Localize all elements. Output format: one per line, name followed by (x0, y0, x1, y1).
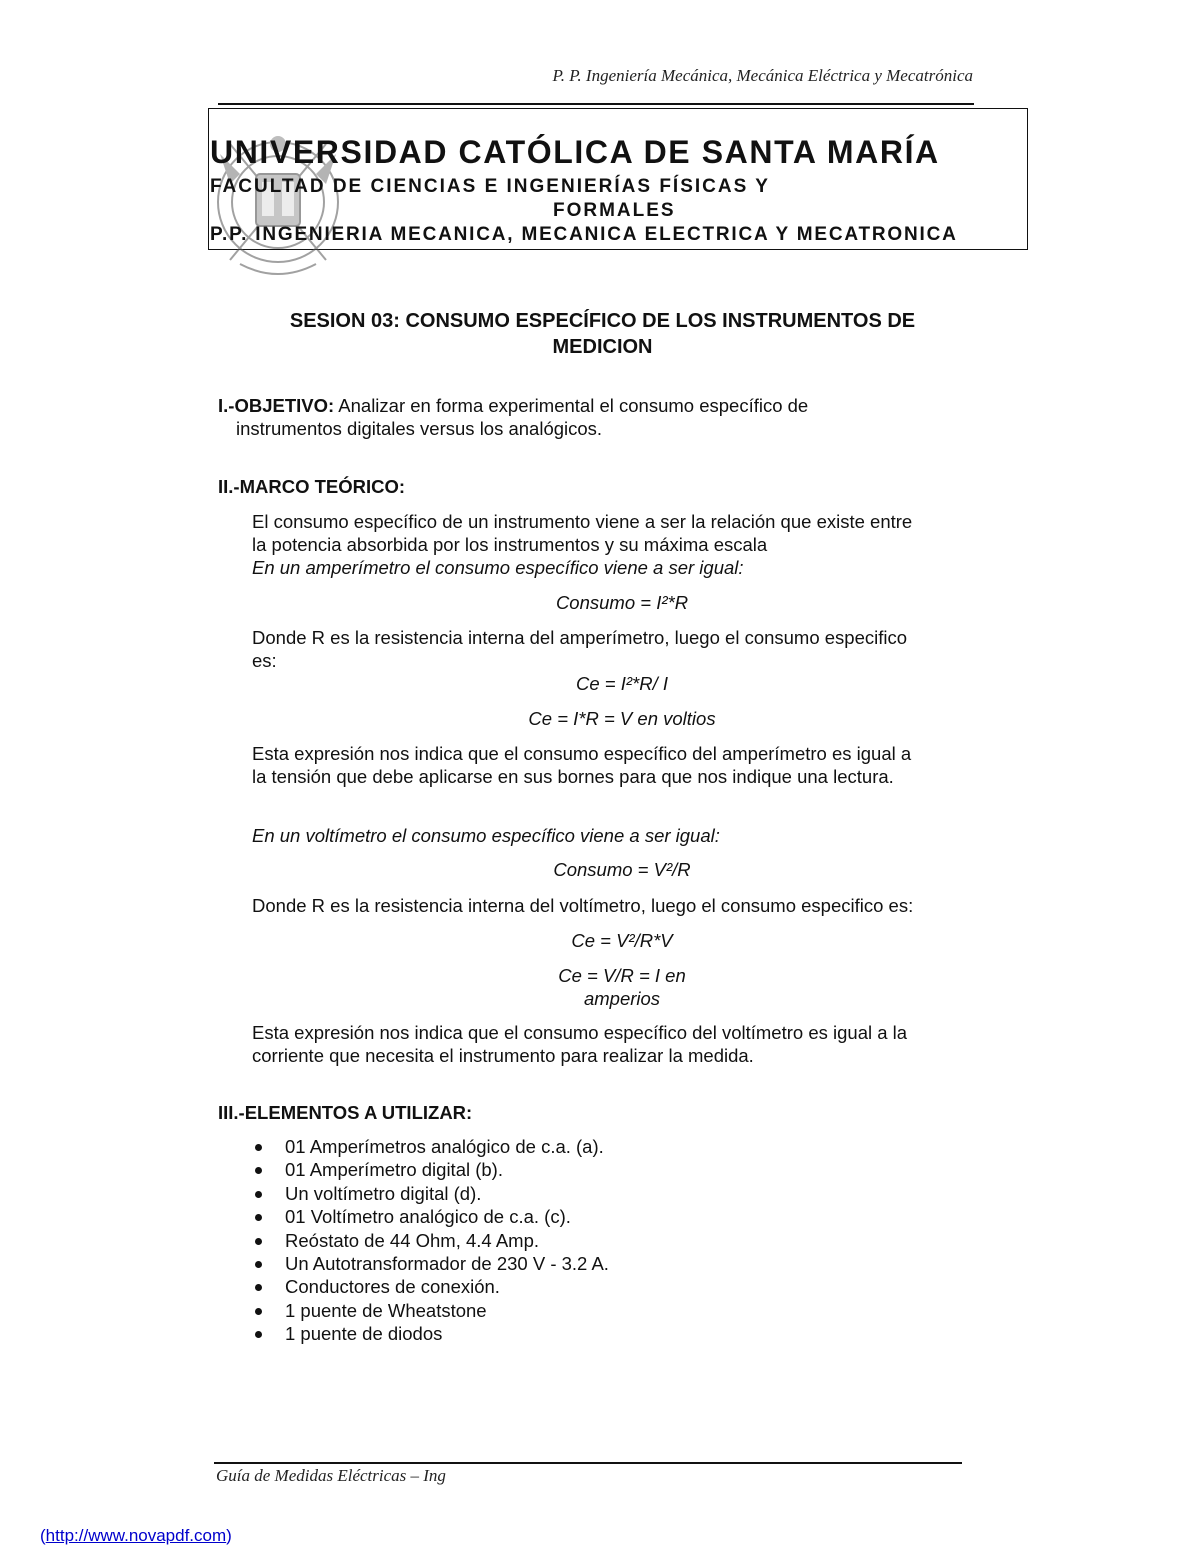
faculty-line-1: FACULTAD DE CIENCIAS E INGENIERÍAS FÍSICAS Y (210, 176, 770, 197)
session-title (240, 308, 965, 360)
objective-line-1 (218, 394, 808, 417)
watermark-link-text[interactable]: http://www.novapdf.com (45, 1526, 227, 1545)
bullet-icon (255, 1167, 262, 1174)
list-item: Reóstato de 44 Ohm, 4.4 Amp. (252, 1229, 609, 1252)
elements-list (252, 1135, 609, 1346)
voltmeter-formula-ce-2b: amperios (583, 988, 661, 1009)
bullet-icon (255, 1308, 262, 1315)
faculty-line-2: FORMALES (553, 200, 676, 221)
list-item: Un Autotransformador de 230 V - 3.2 A. (252, 1252, 609, 1275)
header-rule (218, 103, 974, 105)
voltmeter-conclusion-line-2: corriente que necesita el instrumento para realizar la medida. (252, 1045, 754, 1066)
footer-text: Guía de Medidas Eléctricas – Ing (216, 1466, 446, 1485)
ammeter-formula-consumption: Consumo = I²*R (555, 592, 689, 613)
session-title-line-1: SESION 03: CONSUMO ESPECÍFICO DE LOS INSTRUMENTOS DE (289, 310, 916, 332)
elements-heading: III.-ELEMENTOS A UTILIZAR: (218, 1102, 473, 1123)
bullet-icon (255, 1238, 262, 1245)
session-title-line-2: MEDICION (552, 336, 653, 358)
ammeter-intro: En un amperímetro el consumo específico viene a ser igual: (252, 557, 744, 578)
voltmeter-conclusion-line-1: Esta expresión nos indica que el consumo específico del voltímetro es igual a la (252, 1022, 908, 1043)
bullet-icon (255, 1191, 262, 1198)
objective-line-2: instrumentos digitales versus los analógicos. (236, 418, 603, 439)
list-item: 01 Voltímetro analógico de c.a. (c). (252, 1205, 609, 1228)
objective-label: I.-OBJETIVO: (218, 395, 335, 416)
ammeter-where-line-1: Donde R es la resistencia interna del amperímetro, luego el consumo especifico (252, 627, 908, 648)
running-head: P. P. Ingeniería Mecánica, Mecánica Eléctrica y Mecatrónica (552, 66, 973, 85)
theory-p1-line-2: la potencia absorbida por los instrumentos y su máxima escala (252, 534, 768, 555)
ammeter-conclusion-line-1: Esta expresión nos indica que el consumo específico del amperímetro es igual a (252, 743, 912, 764)
voltmeter-intro: En un voltímetro el consumo específico viene a ser igual: (252, 825, 720, 846)
university-title: UNIVERSIDAD CATÓLICA DE SANTA MARÍA (210, 134, 940, 170)
voltmeter-formula-ce-1: Ce = V²/R*V (571, 930, 673, 951)
bullet-icon (255, 1214, 262, 1221)
theory-p1-line-1: El consumo específico de un instrumento viene a ser la relación que existe entre (252, 511, 913, 532)
list-item: 1 puente de diodos (252, 1322, 609, 1345)
ammeter-formula-ce-2: Ce = I*R = V en voltios (528, 708, 716, 729)
list-item: 01 Amperímetro digital (b). (252, 1158, 609, 1181)
ammeter-formula-ce-1: Ce = I²*R/ I (575, 673, 668, 694)
theory-heading: II.-MARCO TEÓRICO: (218, 476, 406, 497)
ammeter-where-line-2: es: (252, 650, 277, 671)
voltmeter-formula-ce-2a: Ce = V/R = I en (558, 965, 686, 986)
voltmeter-where: Donde R es la resistencia interna del voltímetro, luego el consumo especifico es: (252, 895, 914, 916)
list-item: 01 Amperímetros analógico de c.a. (a). (252, 1135, 609, 1158)
footer-rule (214, 1462, 962, 1464)
bullet-icon (255, 1331, 262, 1338)
list-item: Conductores de conexión. (252, 1275, 609, 1298)
bullet-icon (255, 1144, 262, 1151)
ammeter-conclusion-line-2: la tensión que debe aplicarse en sus bornes para que nos indique una lectura. (252, 766, 894, 787)
list-item: Un voltímetro digital (d). (252, 1182, 609, 1205)
objective-text: Analizar en forma experimental el consumo específico de (334, 395, 809, 416)
voltmeter-formula-consumption: Consumo = V²/R (553, 859, 691, 880)
list-item: 1 puente de Wheatstone (252, 1299, 609, 1322)
watermark-link[interactable]: (http://www.novapdf.com) (40, 1526, 232, 1545)
bullet-icon (255, 1261, 262, 1268)
program-name: P.P. INGENIERIA MECANICA, MECANICA ELECTRICA Y MECATRONICA (210, 224, 958, 245)
bullet-icon (255, 1284, 262, 1291)
